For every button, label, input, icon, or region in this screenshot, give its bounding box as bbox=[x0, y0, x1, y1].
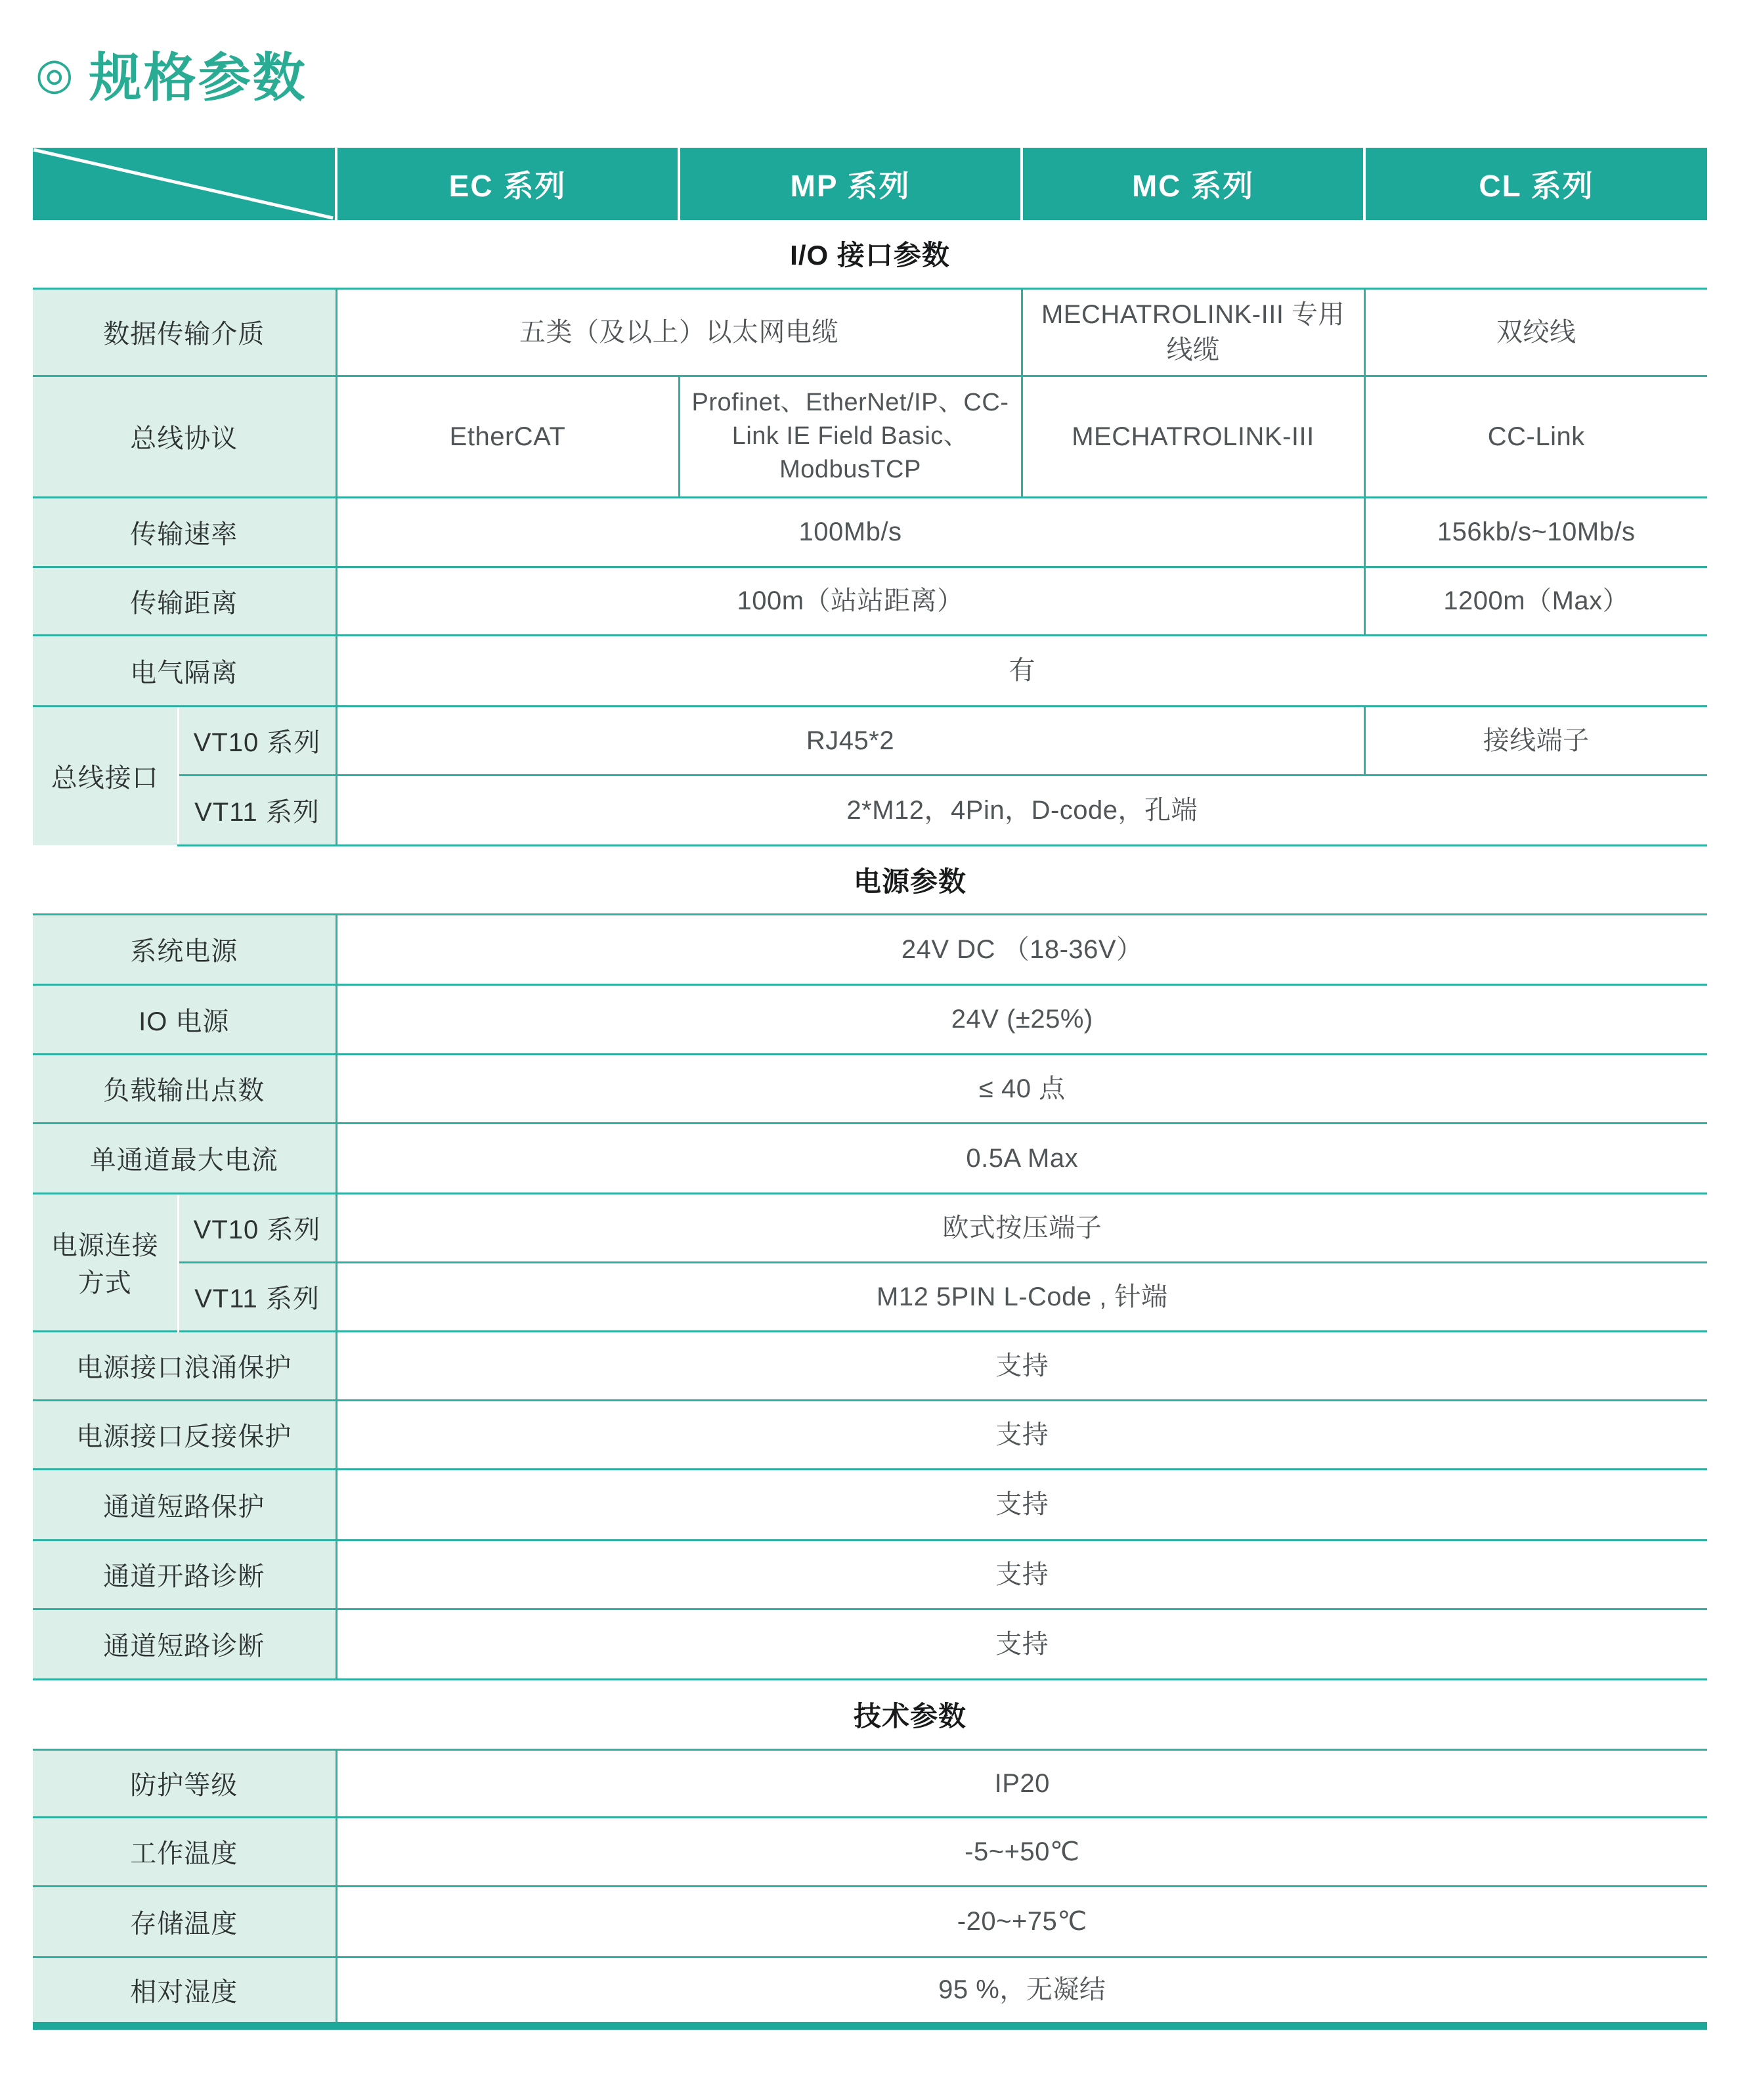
cell-value: 24V (±25%) bbox=[336, 984, 1707, 1054]
table-row bbox=[33, 376, 1707, 497]
table-row bbox=[33, 1331, 1707, 1400]
section-title-power: 电源参数 bbox=[853, 865, 967, 897]
cell-value: IP20 bbox=[336, 1749, 1707, 1817]
cell-value: 欧式按压端子 bbox=[336, 1193, 1707, 1262]
cell-value: 接线端子 bbox=[1364, 706, 1707, 775]
cell-value: 支持 bbox=[336, 1609, 1707, 1679]
cell-value: Profinet、EtherNet/IP、CC-Link IE Field Basic、ModbusTCP bbox=[679, 376, 1022, 497]
cell-value: 支持 bbox=[336, 1540, 1707, 1609]
table-row bbox=[33, 775, 1707, 845]
table-row bbox=[33, 1262, 1707, 1331]
cell-value: 100m（站站距离） bbox=[336, 567, 1364, 635]
row-label: 传输距离 bbox=[33, 567, 336, 635]
row-label: 传输速率 bbox=[33, 497, 336, 567]
cell-value: 双绞线 bbox=[1364, 288, 1707, 376]
cell-value: 支持 bbox=[336, 1331, 1707, 1400]
table-row bbox=[33, 1400, 1707, 1469]
section-title-io: I/O 接口参数 bbox=[790, 240, 950, 271]
table-row bbox=[33, 1054, 1707, 1123]
table-row bbox=[33, 635, 1707, 706]
row-label: 单通道最大电流 bbox=[33, 1123, 336, 1193]
page-title bbox=[35, 35, 1707, 111]
cell-value: 24V DC （18-36V） bbox=[336, 914, 1707, 984]
cell-value: 156kb/s~10Mb/s bbox=[1364, 497, 1707, 567]
section-row bbox=[33, 845, 1707, 914]
diagonal-header-cell bbox=[33, 148, 336, 220]
col-header-cl: CL 系列 bbox=[1364, 148, 1707, 220]
table-row bbox=[33, 1817, 1707, 1886]
col-header-mc: MC 系列 bbox=[1022, 148, 1364, 220]
col-header-mp: MP 系列 bbox=[679, 148, 1022, 220]
bullseye-icon: ◎ bbox=[35, 49, 74, 98]
row-label: 数据传输介质 bbox=[33, 288, 336, 376]
row-sublabel-vt11: VT11 系列 bbox=[178, 775, 336, 845]
cell-value: 1200m（Max） bbox=[1364, 567, 1707, 635]
cell-value: 100Mb/s bbox=[336, 497, 1364, 567]
table-row bbox=[33, 1957, 1707, 2026]
table-row bbox=[33, 1749, 1707, 1817]
section-row bbox=[33, 220, 1707, 288]
cell-value: -5~+50℃ bbox=[336, 1817, 1707, 1886]
row-label: 电源接口反接保护 bbox=[33, 1400, 336, 1469]
row-label: 工作温度 bbox=[33, 1817, 336, 1886]
cell-value: 支持 bbox=[336, 1400, 1707, 1469]
row-label: 负载输出点数 bbox=[33, 1054, 336, 1123]
table-row bbox=[33, 706, 1707, 775]
row-label: 通道短路保护 bbox=[33, 1469, 336, 1540]
cell-value: M12 5PIN L-Code , 针端 bbox=[336, 1262, 1707, 1331]
cell-value: CC-Link bbox=[1364, 376, 1707, 497]
group-label-power-connection: 电源连接方式 bbox=[33, 1193, 178, 1331]
cell-value: 0.5A Max bbox=[336, 1123, 1707, 1193]
cell-value: 五类（及以上）以太网电缆 bbox=[336, 288, 1022, 376]
table-row bbox=[33, 1540, 1707, 1609]
row-label: 总线协议 bbox=[33, 376, 336, 497]
table-row bbox=[33, 1886, 1707, 1957]
table-row bbox=[33, 567, 1707, 635]
cell-value: 有 bbox=[336, 635, 1707, 706]
row-label: 通道短路诊断 bbox=[33, 1609, 336, 1679]
cell-value: 支持 bbox=[336, 1469, 1707, 1540]
section-title-tech: 技术参数 bbox=[853, 1700, 967, 1732]
row-label: 防护等级 bbox=[33, 1749, 336, 1817]
row-label: 电源接口浪涌保护 bbox=[33, 1331, 336, 1400]
table-row bbox=[33, 497, 1707, 567]
table-row bbox=[33, 1193, 1707, 1262]
row-label: IO 电源 bbox=[33, 984, 336, 1054]
row-label: 系统电源 bbox=[33, 914, 336, 984]
cell-value: 2*M12，4Pin，D-code，孔端 bbox=[336, 775, 1707, 845]
col-header-ec: EC 系列 bbox=[336, 148, 679, 220]
row-sublabel-vt10: VT10 系列 bbox=[178, 1193, 336, 1262]
cell-value: 95 %，无凝结 bbox=[336, 1957, 1707, 2026]
table-row bbox=[33, 1609, 1707, 1679]
group-label-bus-interface: 总线接口 bbox=[33, 706, 178, 845]
spec-table bbox=[33, 148, 1707, 2030]
cell-value: EtherCAT bbox=[336, 376, 679, 497]
table-row bbox=[33, 984, 1707, 1054]
table-row bbox=[33, 1469, 1707, 1540]
row-label: 存储温度 bbox=[33, 1886, 336, 1957]
row-label: 相对湿度 bbox=[33, 1957, 336, 2026]
cell-value: -20~+75℃ bbox=[336, 1886, 1707, 1957]
cell-value: RJ45*2 bbox=[336, 706, 1364, 775]
cell-value: MECHATROLINK-III 专用线缆 bbox=[1022, 288, 1364, 376]
row-sublabel-vt11: VT11 系列 bbox=[178, 1262, 336, 1331]
row-label: 通道开路诊断 bbox=[33, 1540, 336, 1609]
page-title-text: 规格参数 bbox=[89, 49, 307, 107]
row-sublabel-vt10: VT10 系列 bbox=[178, 706, 336, 775]
cell-value: MECHATROLINK-III bbox=[1022, 376, 1364, 497]
cell-value: ≤ 40 点 bbox=[336, 1054, 1707, 1123]
table-row bbox=[33, 1123, 1707, 1193]
section-row bbox=[33, 1679, 1707, 1749]
table-row bbox=[33, 288, 1707, 376]
row-label: 电气隔离 bbox=[33, 635, 336, 706]
diagonal-line bbox=[33, 148, 335, 220]
table-row bbox=[33, 914, 1707, 984]
